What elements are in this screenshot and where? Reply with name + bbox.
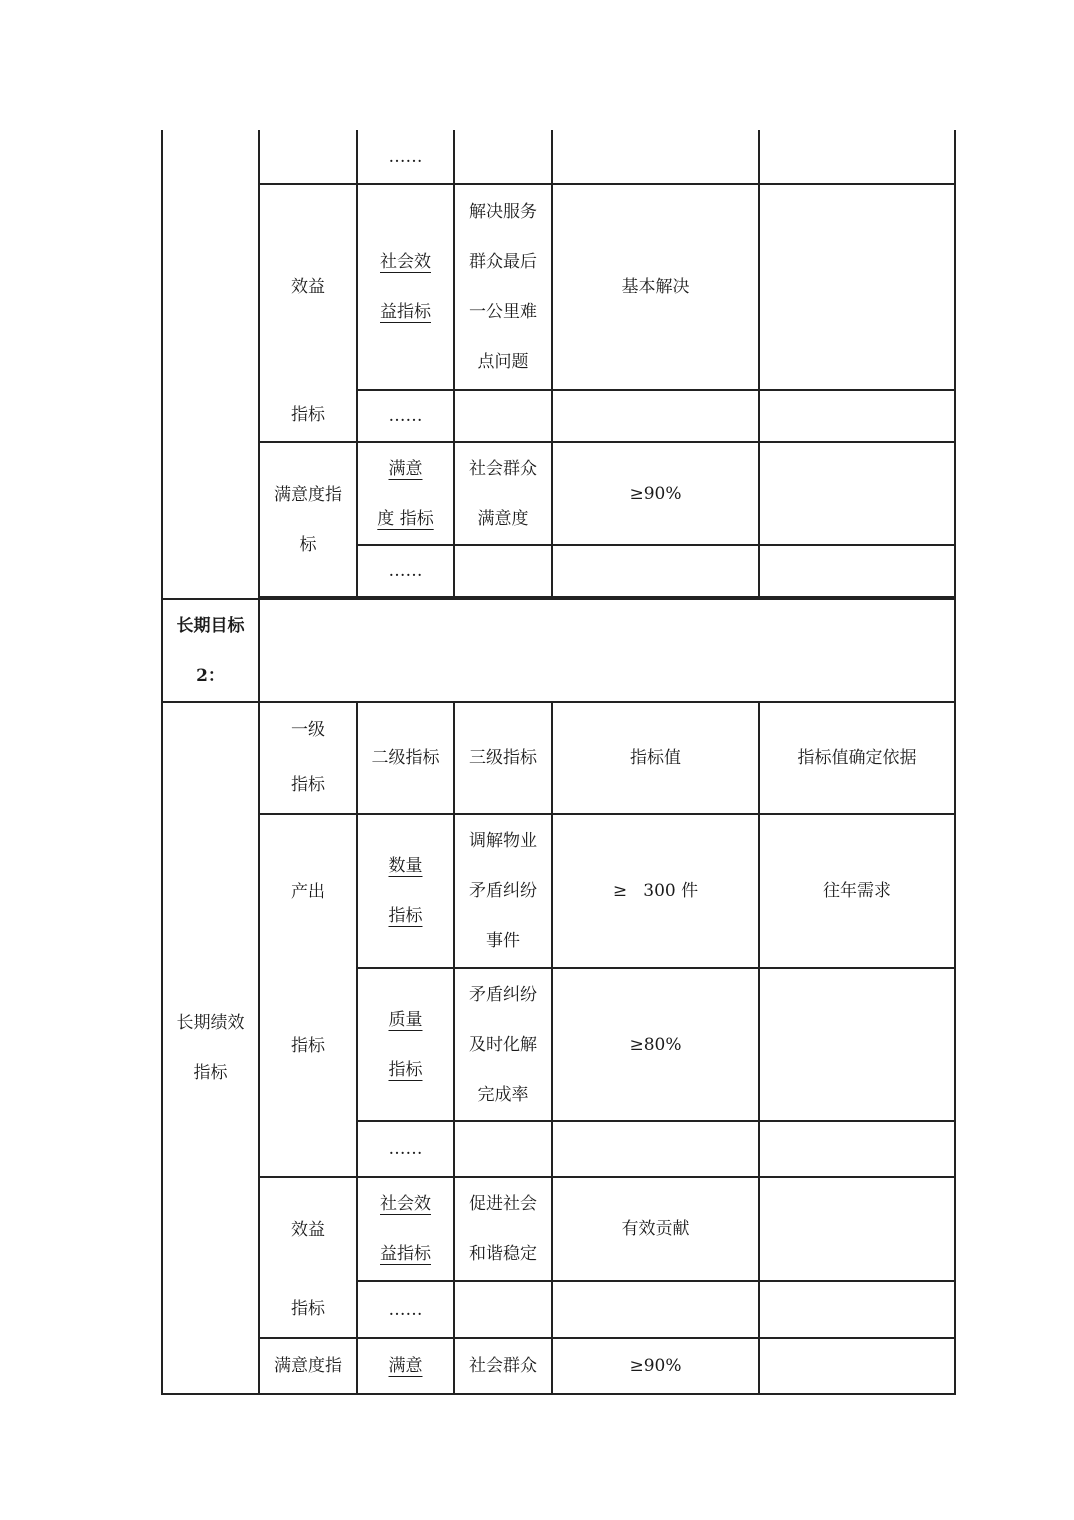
long-term-goal-content [259, 599, 955, 702]
benefit-label-2: 指标 [291, 405, 325, 425]
level2-cell: …… [357, 130, 454, 184]
header-basis: 指标值确定依据 [759, 702, 955, 814]
table-row: 效益 指标 社会效 益指标 促进社会 和谐稳定 有效贡献 [162, 1177, 955, 1281]
benefit-level1-cell [259, 184, 357, 442]
table-row [162, 184, 955, 390]
social-benefit-cell [357, 184, 454, 390]
table-row: …… [162, 545, 955, 597]
header-level2: 二级指标 [357, 702, 454, 814]
quantity-level2-cell: 数量 指标 [357, 814, 454, 968]
table-row: …… [162, 390, 955, 442]
benefit-label: 效益 [291, 277, 325, 297]
table-row [162, 599, 955, 702]
table-row: 产出 指标 数量 指标 调解物业 矛盾纠纷 事件 ≥ 300 件 往年需求 [162, 814, 955, 968]
benefit2-level1-cell: 效益 指标 [259, 1177, 357, 1338]
social-value-cell: 基本解决 [552, 184, 759, 390]
header-level1: 一级 指标 [259, 702, 357, 814]
table-row: 质量 指标 矛盾纠纷 及时化解 完成率 ≥80% [162, 968, 955, 1121]
quantity-basis: 往年需求 [759, 814, 955, 968]
table-row: 满意度指 满意 社会群众 ≥90% [162, 1338, 955, 1394]
output-level1-cell: 产出 指标 [259, 814, 357, 1177]
continued-label-cell [162, 130, 259, 599]
table-row: …… [162, 1281, 955, 1338]
satisfaction2-level1-cell: 满意度指 [259, 1338, 357, 1394]
social-third-cell: 解决服务 群众最后 一公里难 点问题 [454, 184, 552, 390]
header-value: 指标值 [552, 702, 759, 814]
quantity-value: ≥ 300 件 [552, 814, 759, 968]
quality-value: ≥80% [552, 968, 759, 1121]
table-row: …… [162, 1121, 955, 1177]
social-benefit-label-2: 益指标 [380, 301, 431, 322]
level1-cell [259, 130, 357, 184]
quality-level2-cell: 质量 指标 [357, 968, 454, 1121]
satisfaction2-level2-cell: 满意 [357, 1338, 454, 1394]
table-row: 满意度指 标 满意 度 指标 社会群众 满意度 ≥90% [162, 442, 955, 545]
social2-value: 有效贡献 [552, 1177, 759, 1281]
satisfaction-level2-cell: 满意 度 指标 [357, 442, 454, 545]
satisfaction2-value: ≥90% [552, 1338, 759, 1394]
header-level3: 三级指标 [454, 702, 552, 814]
social2-level2-cell: 社会效 益指标 [357, 1177, 454, 1281]
table-row [162, 702, 955, 814]
long-term-performance-label: 长期绩效 指标 [162, 702, 259, 1394]
satisfaction-level1-cell: 满意度指 标 [259, 442, 357, 597]
table-row [162, 130, 955, 184]
long-term-goal-label: 长期目标 2： [162, 599, 259, 702]
social-benefit-label-1: 社会效 [380, 251, 431, 272]
performance-indicator-table [161, 130, 956, 1395]
